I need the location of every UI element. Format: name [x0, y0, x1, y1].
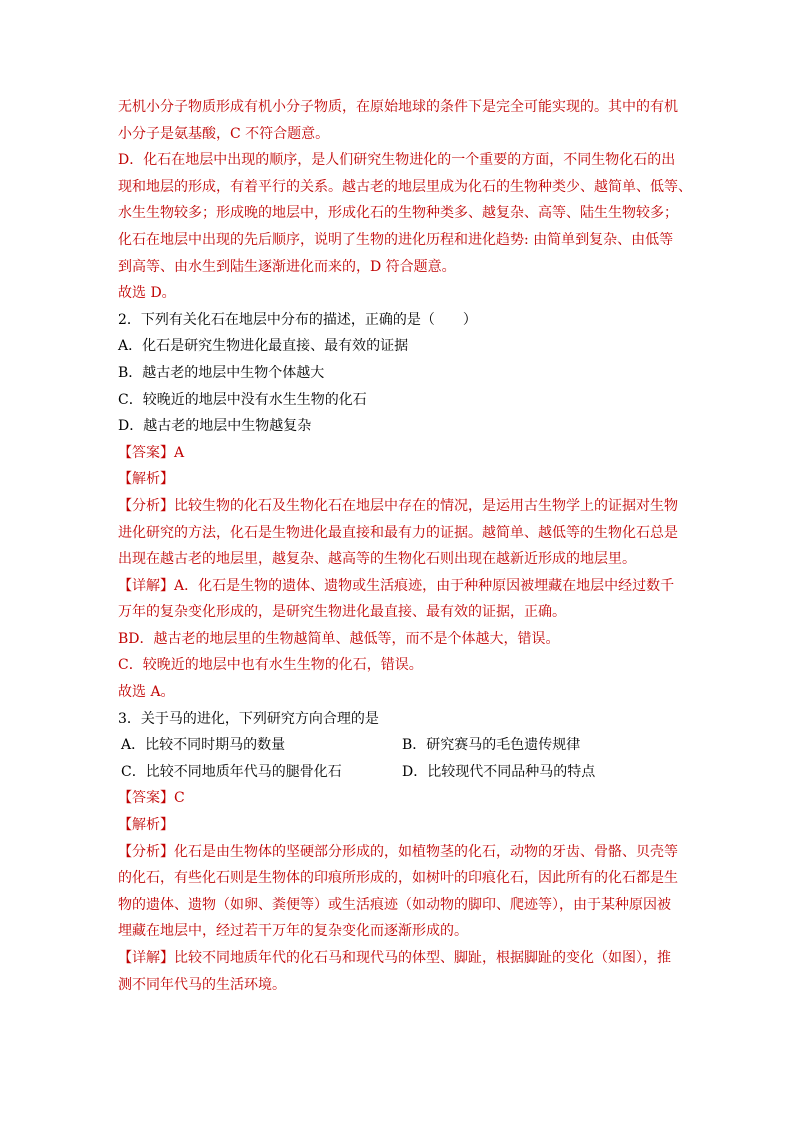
q2-xiangjie-line-4: C．较晚近的地层中也有水生生物的化石，错误。 — [118, 657, 423, 674]
q2-option-d: D．越古老的地层中生物越复杂 — [118, 418, 312, 435]
prev-explanation-line-6: 化石在地层中出现的先后顺序，说明了生物的进化历程和进化趋势: 由简单到复杂、由低等 — [118, 231, 674, 248]
q2-answer-tag: 【答案】 — [118, 444, 174, 461]
q3-answer-tag: 【答案】 — [118, 790, 174, 807]
prev-explanation-line-2: 小分子是氨基酸，C 不符合题意。 — [118, 125, 330, 142]
q2-answer-value: A — [174, 444, 185, 461]
q2-answer — [118, 440, 688, 467]
prev-explanation-line-1: 无机小分子物质形成有机小分子物质，在原始地球的条件下是完全可能实现的。其中的有机 — [118, 99, 678, 115]
q2-fenxi-line-1 — [118, 493, 688, 520]
prev-explanation-line-5: 水生生物较多；形成晚的地层中，形成化石的生物种类多、越复杂、高等、陆生生物较多； — [118, 205, 678, 222]
document-page — [118, 94, 692, 998]
q3-analysis-tag: 【解析】 — [118, 817, 174, 834]
q3-xiangjie-text-1: 比较不同地质年代的化石马和现代马的体型、脚趾，根据脚趾的变化（如图），推 — [174, 950, 671, 966]
q2-option-b: B．越古老的地层中生物个体越大 — [118, 364, 325, 381]
prev-explanation-line-4: 现和地层的形成，有着平行的关系。越古老的地层里成为化石的生物种类少、越简单、低等、 — [118, 178, 692, 195]
q2-fenxi-text-1: 比较生物的化石及生物化石在地层中存在的情况，是运用古生物学上的证据对生物 — [174, 497, 678, 514]
q2-option-a: A．化石是研究生物进化最直接、最有效的证据 — [118, 338, 409, 355]
q3-fenxi-line-2: 的化石，有些化石则是生物体的印痕所形成的，如树叶的印痕化石，因此所有的化石都是生 — [118, 870, 678, 887]
q2-xiangjie-line-1 — [118, 573, 688, 600]
q3-fenxi-tag: 【分析】 — [118, 843, 174, 860]
q2-option-c: C．较晚近的地层中没有水生生物的化石 — [118, 391, 367, 408]
q2-xiangjie-line-2: 万年的复杂变化形成的，是研究生物进化最直接、最有效的证据，正确。 — [118, 604, 566, 621]
q3-answer — [118, 785, 688, 812]
q3-option-d: D．比较现代不同品种马的特点 — [402, 763, 596, 780]
q3-stem: 3．关于马的进化，下列研究方向合理的是 — [118, 710, 379, 727]
q3-option-b: B．研究赛马的毛色遗传规律 — [402, 737, 581, 754]
q3-fenxi-line-4: 埋藏在地层中，经过若干万年的复杂变化而逐渐形成的。 — [118, 923, 468, 940]
q3-option-c: C．比较不同地质年代马的腿骨化石 — [121, 763, 342, 780]
q2-fenxi-tag: 【分析】 — [118, 497, 174, 514]
prev-explanation-line-7: 到高等、由水生到陆生逐渐进化而来的，D 符合题意。 — [118, 258, 456, 275]
q3-xiangjie-line-1 — [118, 945, 688, 972]
q3-options-row-1 — [118, 732, 688, 759]
q2-xiangjie-tag: 【详解】 — [118, 577, 174, 594]
q2-conclusion: 故选 A。 — [118, 684, 175, 701]
q3-xiangjie-line-2: 测不同年代马的生活环境。 — [118, 976, 286, 993]
q3-fenxi-line-1 — [118, 839, 688, 866]
prev-conclusion: 故选 D。 — [118, 285, 176, 302]
q3-option-a: A．比较不同时期马的数量 — [121, 737, 286, 754]
q2-xiangjie-text-1: A．化石是生物的遗体、遗物或生活痕迹，由于种种原因被埋藏在地层中经过数千 — [174, 577, 675, 594]
q2-analysis-tag: 【解析】 — [118, 471, 174, 488]
prev-explanation-line-3: D．化石在地层中出现的顺序，是人们研究生物进化的一个重要的方面，不同生物化石的出 — [118, 152, 676, 169]
q3-answer-value: C — [174, 790, 185, 807]
q2-xiangjie-line-3: BD．越古老的地层里的生物越简单、越低等，而不是个体越大，错误。 — [118, 630, 560, 647]
q3-options-row-2 — [118, 759, 688, 786]
q2-fenxi-line-2: 进化研究的方法，化石是生物进化最直接和最有力的证据。越简单、越低等的生物化石总是 — [118, 524, 678, 541]
q3-xiangjie-tag: 【详解】 — [118, 950, 174, 966]
q2-stem: 2．下列有关化石在地层中分布的描述，正确的是（ ） — [118, 311, 477, 328]
q3-fenxi-line-3: 物的遗体、遗物（如卵、粪便等）或生活痕迹（如动物的脚印、爬迹等），由于某种原因被 — [118, 896, 671, 913]
q3-fenxi-text-1: 化石是由生物体的坚硬部分形成的，如植物茎的化石，动物的牙齿、骨骼、贝壳等 — [174, 843, 678, 860]
q2-fenxi-line-3: 出现在越古老的地层里，越复杂、越高等的生物化石则出现在越新近形成的地层里。 — [118, 551, 636, 568]
